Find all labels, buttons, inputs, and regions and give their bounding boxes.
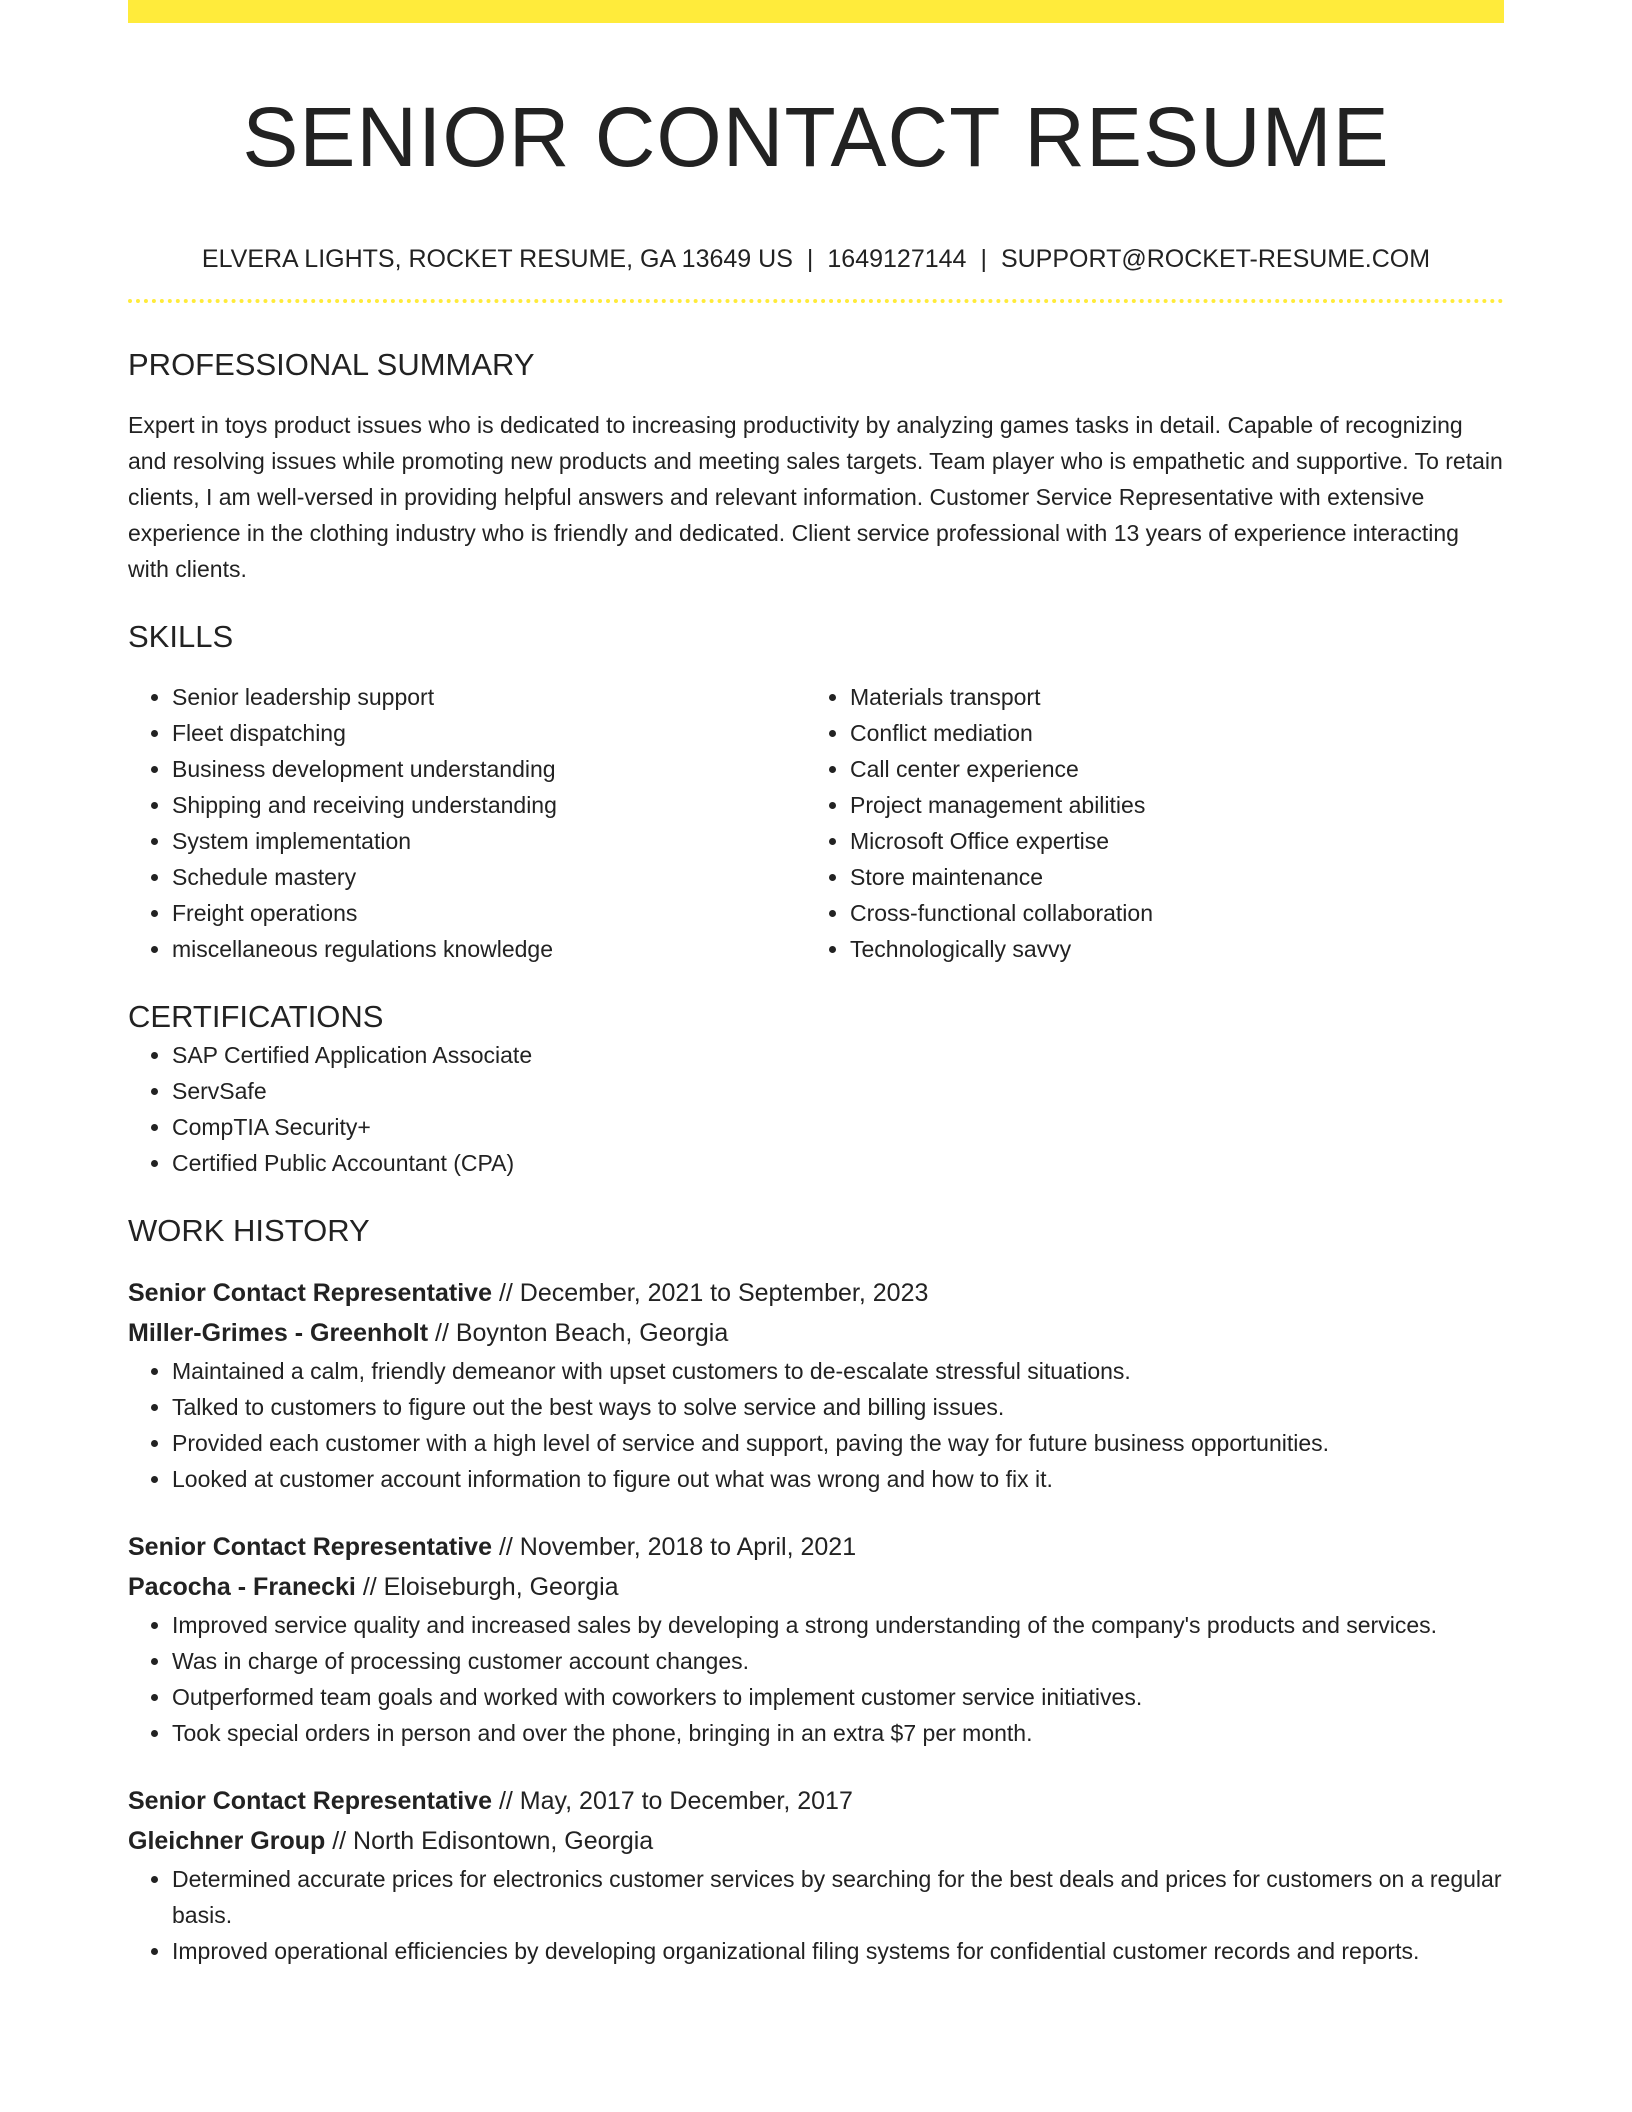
job-dates: // May, 2017 to December, 2017 bbox=[492, 1787, 853, 1815]
job-title: Senior Contact Representative bbox=[128, 1787, 492, 1815]
job-entry bbox=[128, 1527, 1504, 1751]
certification-item: • SAP Certified Application Associate bbox=[172, 1037, 1504, 1073]
job-dates: // December, 2021 to September, 2023 bbox=[492, 1279, 929, 1307]
resume-title: SENIOR CONTACT RESUME bbox=[242, 90, 1390, 184]
summary-text: Expert in toys product issues who is dedicated to increasing productivity by analyzing games tasks in detail. Capable of recognizing and resolving issues while promoting new products and meeting sales targets. Team player who is empathetic and supportive. To retain clients, I am well-versed in providing helpful answers and relevant information. Customer Service Representative with extensive experience in the clothing industry who is friendly and dedicated. Client service professional with 13 years of experience interacting with clients. bbox=[128, 412, 1503, 582]
accent-top-bar bbox=[128, 0, 1504, 23]
job-entry bbox=[128, 1781, 1504, 1969]
skills-list-left bbox=[128, 679, 806, 967]
job-company-line bbox=[128, 1567, 1504, 1607]
job-duty-item: • Outperformed team goals and worked with coworkers to implement customer service initiatives. bbox=[172, 1679, 1504, 1715]
contact-address: ELVERA LIGHTS, ROCKET RESUME, GA 13649 US bbox=[201, 245, 793, 273]
contact-phone: 1649127144 bbox=[827, 245, 967, 273]
summary-heading: PROFESSIONAL SUMMARY bbox=[128, 347, 535, 382]
skills-column-left bbox=[128, 679, 806, 967]
job-duty-item: • Improved operational efficiencies by developing organizational filing systems for confidential customer records and reports. bbox=[172, 1933, 1504, 1969]
job-dates: // November, 2018 to April, 2021 bbox=[492, 1533, 857, 1561]
job-company: Gleichner Group bbox=[128, 1827, 326, 1855]
skills-column-right bbox=[806, 679, 1484, 967]
skill-item: • System implementation bbox=[172, 823, 806, 859]
skill-item: • miscellaneous regulations knowledge bbox=[172, 931, 806, 967]
job-duties-list bbox=[128, 1353, 1504, 1497]
contact-separator: | bbox=[980, 245, 987, 273]
job-duty-item: • Determined accurate prices for electronics customer services by searching for the best deals and prices for customers on a regular basis. bbox=[172, 1861, 1504, 1933]
skill-item: • Microsoft Office expertise bbox=[850, 823, 1484, 859]
skill-item: • Conflict mediation bbox=[850, 715, 1484, 751]
job-location: // North Edisontown, Georgia bbox=[325, 1827, 654, 1855]
contact-line bbox=[128, 243, 1504, 275]
skill-item: • Cross-functional collaboration bbox=[850, 895, 1484, 931]
certification-item: • Certified Public Accountant (CPA) bbox=[172, 1145, 1504, 1181]
skills-heading: SKILLS bbox=[128, 619, 234, 654]
job-title-line bbox=[128, 1527, 1504, 1567]
skill-item: • Call center experience bbox=[850, 751, 1484, 787]
job-title-line bbox=[128, 1273, 1504, 1313]
job-company-line bbox=[128, 1313, 1504, 1353]
skills-grid bbox=[128, 679, 1504, 967]
job-entry bbox=[128, 1273, 1504, 1497]
skill-item: • Shipping and receiving understanding bbox=[172, 787, 806, 823]
job-location: // Boynton Beach, Georgia bbox=[428, 1319, 729, 1347]
job-title: Senior Contact Representative bbox=[128, 1533, 492, 1561]
contact-separator: | bbox=[806, 245, 814, 273]
skill-item: • Schedule mastery bbox=[172, 859, 806, 895]
job-title: Senior Contact Representative bbox=[128, 1279, 492, 1307]
work-history-heading: WORK HISTORY bbox=[128, 1213, 370, 1248]
skill-item: • Store maintenance bbox=[850, 859, 1484, 895]
job-duty-item: • Improved service quality and increased sales by developing a strong understanding of the company's products and services. bbox=[172, 1607, 1504, 1643]
job-location: // Eloiseburgh, Georgia bbox=[355, 1573, 619, 1601]
contact-email: SUPPORT@ROCKET-RESUME.COM bbox=[1000, 245, 1431, 273]
job-duty-item: • Was in charge of processing customer account changes. bbox=[172, 1643, 1504, 1679]
dotted-divider bbox=[128, 299, 1504, 303]
skill-item: • Business development understanding bbox=[172, 751, 806, 787]
skill-item: • Senior leadership support bbox=[172, 679, 806, 715]
skill-item: • Fleet dispatching bbox=[172, 715, 806, 751]
skill-item: • Project management abilities bbox=[850, 787, 1484, 823]
job-duty-item: • Talked to customers to figure out the best ways to solve service and billing issues. bbox=[172, 1389, 1504, 1425]
certifications-heading: CERTIFICATIONS bbox=[128, 999, 384, 1034]
skill-item: • Materials transport bbox=[850, 679, 1484, 715]
job-duty-item: • Provided each customer with a high level of service and support, paving the way for future business opportunities. bbox=[172, 1425, 1504, 1461]
job-duty-item: • Took special orders in person and over the phone, bringing in an extra $7 per month. bbox=[172, 1715, 1504, 1751]
skill-item: • Freight operations bbox=[172, 895, 806, 931]
job-duty-item: • Maintained a calm, friendly demeanor with upset customers to de-escalate stressful situations. bbox=[172, 1353, 1504, 1389]
job-title-line bbox=[128, 1781, 1504, 1821]
job-company: Miller-Grimes - Greenholt bbox=[128, 1319, 429, 1347]
job-duties-list bbox=[128, 1607, 1504, 1751]
certifications-list bbox=[128, 1037, 1504, 1181]
job-company-line bbox=[128, 1821, 1504, 1861]
certification-item: • ServSafe bbox=[172, 1073, 1504, 1109]
job-duty-item: • Looked at customer account information to figure out what was wrong and how to fix it. bbox=[172, 1461, 1504, 1497]
skill-item: • Technologically savvy bbox=[850, 931, 1484, 967]
job-company: Pacocha - Franecki bbox=[128, 1573, 356, 1601]
skills-list-right bbox=[806, 679, 1484, 967]
job-duties-list bbox=[128, 1861, 1504, 1969]
resume-page bbox=[128, 0, 1504, 1969]
certification-item: • CompTIA Security+ bbox=[172, 1109, 1504, 1145]
